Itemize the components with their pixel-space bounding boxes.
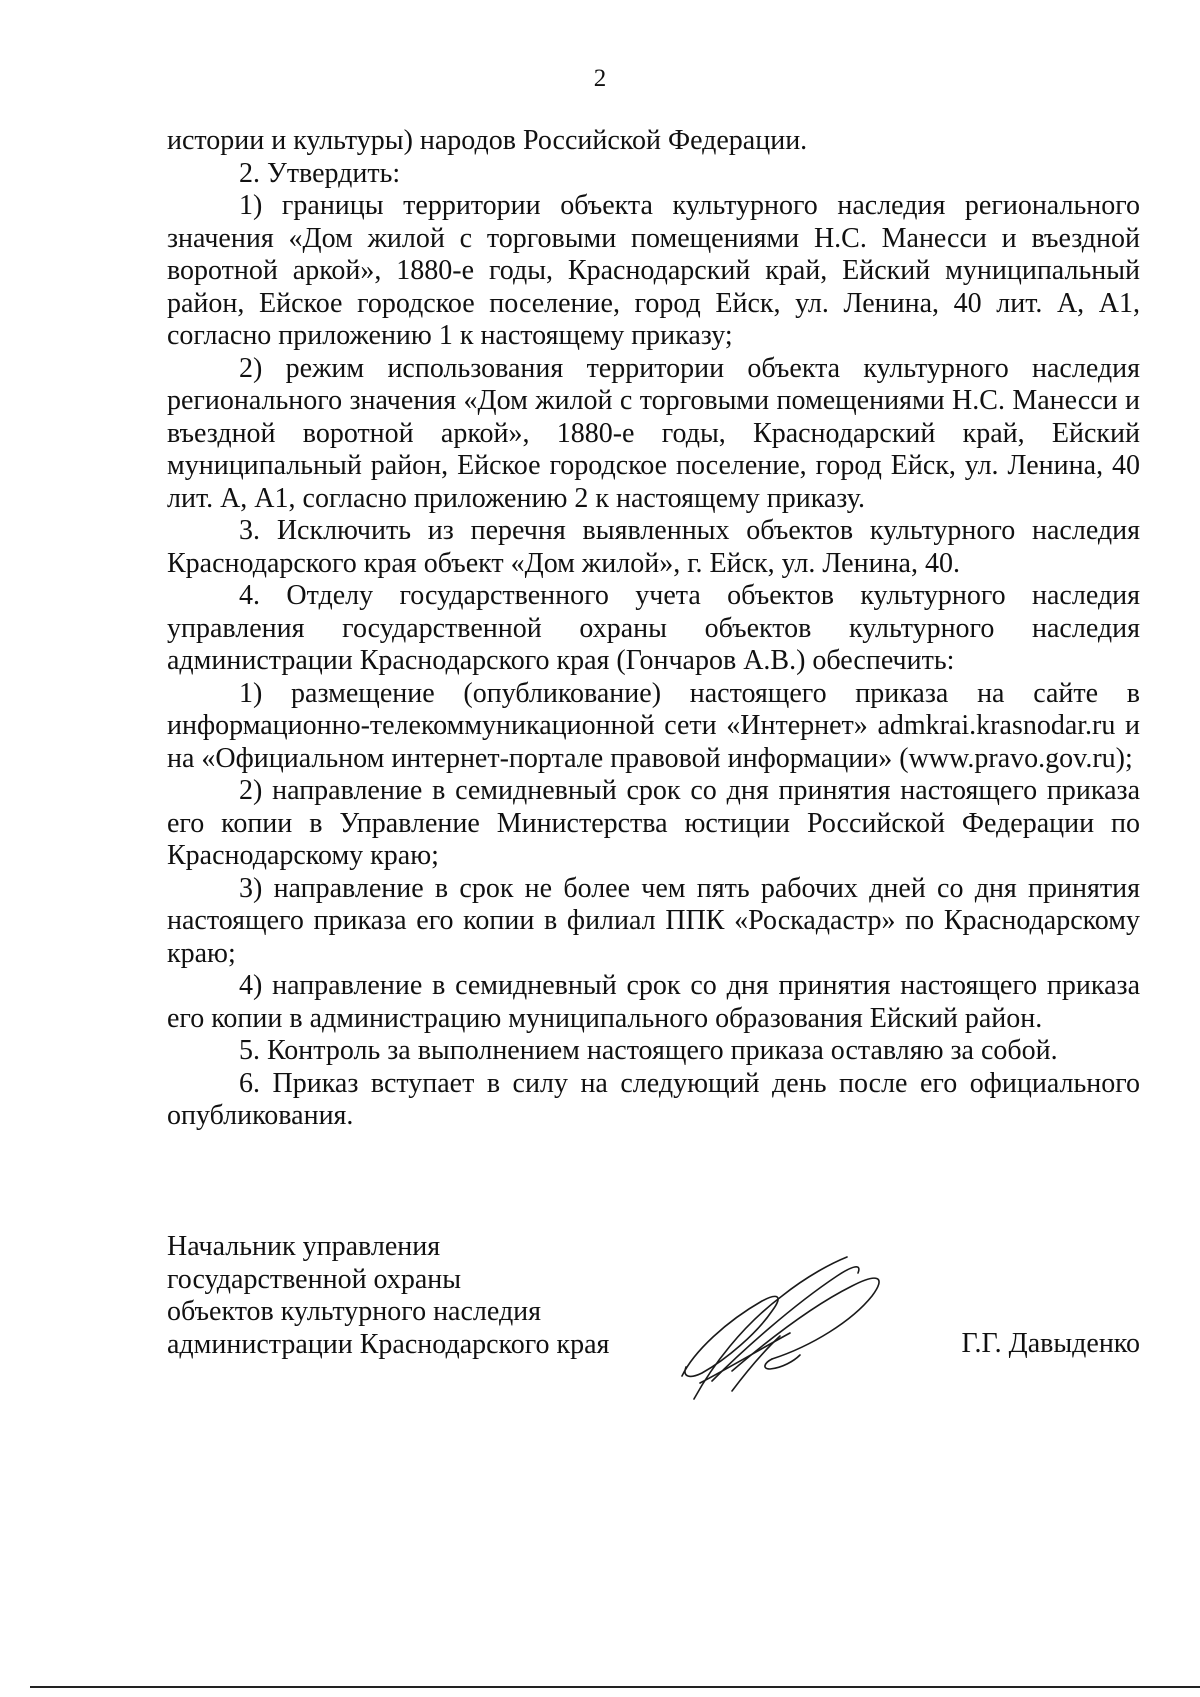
bottom-rule <box>30 1686 1200 1688</box>
paragraph-item-4-2: 2) направление в семидневный срок со дня принятия настоящего приказа его копии в Управление Министерства юстиции Российской Федерации по Краснодарскому краю; <box>167 775 1140 871</box>
paragraph-item-2-1: 1) границы территории объекта культурного наследия регионального значения «Дом жилой с торговыми помещениями Н.С. Манесси и въездной воротной аркой», 1880-е годы, Краснодарский край, Ейский муниципальный район, Ейское городское поселение, город Ейск, ул. Ленина, 40 лит. А, А1, согласно приложению 1 к настоящему приказу; <box>167 190 1140 351</box>
signatory-title-line: Начальник управления <box>167 1231 441 1262</box>
paragraph-item-4-4: 4) направление в семидневный срок со дня принятия настоящего приказа его копии в администрацию муниципального образования Ейский район. <box>167 970 1140 1034</box>
handwritten-signature <box>672 1251 902 1401</box>
signatory-name: Г.Г. Давыденко <box>961 1328 1140 1359</box>
paragraph-item-4-1: 1) размещение (опубликование) настоящего приказа на сайте в информационно-телекоммуникационной сети «Интернет» admkrai.krasnodar.ru и на «Официальном интернет-портале правовой информации» (www.pravo.gov.ru); <box>167 677 1140 774</box>
paragraph-item-4: 4. Отделу государственного учета объектов культурного наследия управления государственной охраны объектов культурного наследия администрации Краснодарского края (Гончаров А.В.) обеспечить: <box>167 580 1140 676</box>
page-number: 2 <box>593 65 607 92</box>
signatory-title-line: государственной охраны <box>167 1263 462 1295</box>
signature-block <box>167 1231 1140 1401</box>
signatory-title <box>167 1231 609 1361</box>
signatory-title-line: объектов культурного наследия <box>167 1296 542 1327</box>
paragraph-item-3: 3. Исключить из перечня выявленных объектов культурного наследия Краснодарского края объект «Дом жилой», г. Ейск, ул. Ленина, 40. <box>167 515 1140 579</box>
paragraph-item-6: 6. Приказ вступает в силу на следующий день после его официального опубликования. <box>167 1067 1140 1131</box>
paragraph-item-2: 2. Утвердить: <box>239 157 401 189</box>
document-body <box>167 125 1140 1133</box>
signatory-title-line: администрации Краснодарского края <box>167 1328 610 1360</box>
paragraph-item-4-3: 3) направление в срок не более чем пять рабочих дней со дня принятия настоящего приказа его копии в филиал ППК «Роскадастр» по Краснодарскому краю; <box>167 872 1140 969</box>
paragraph-continuation: истории и культуры) народов Российской Федерации. <box>167 125 808 156</box>
paragraph-item-5: 5. Контроль за выполнением настоящего приказа оставляю за собой. <box>239 1035 1058 1066</box>
paragraph-item-2-2: 2) режим использования территории объекта культурного наследия регионального значения «Дом жилой с торговыми помещениями Н.С. Манесси и въездной воротной аркой», 1880-е годы, Краснодарский край, Ейский муниципальный район, Ейское городское поселение, город Ейск, ул. Ленина, 40 лит. А, А1, согласно приложению 2 к настоящему приказу. <box>167 352 1140 514</box>
